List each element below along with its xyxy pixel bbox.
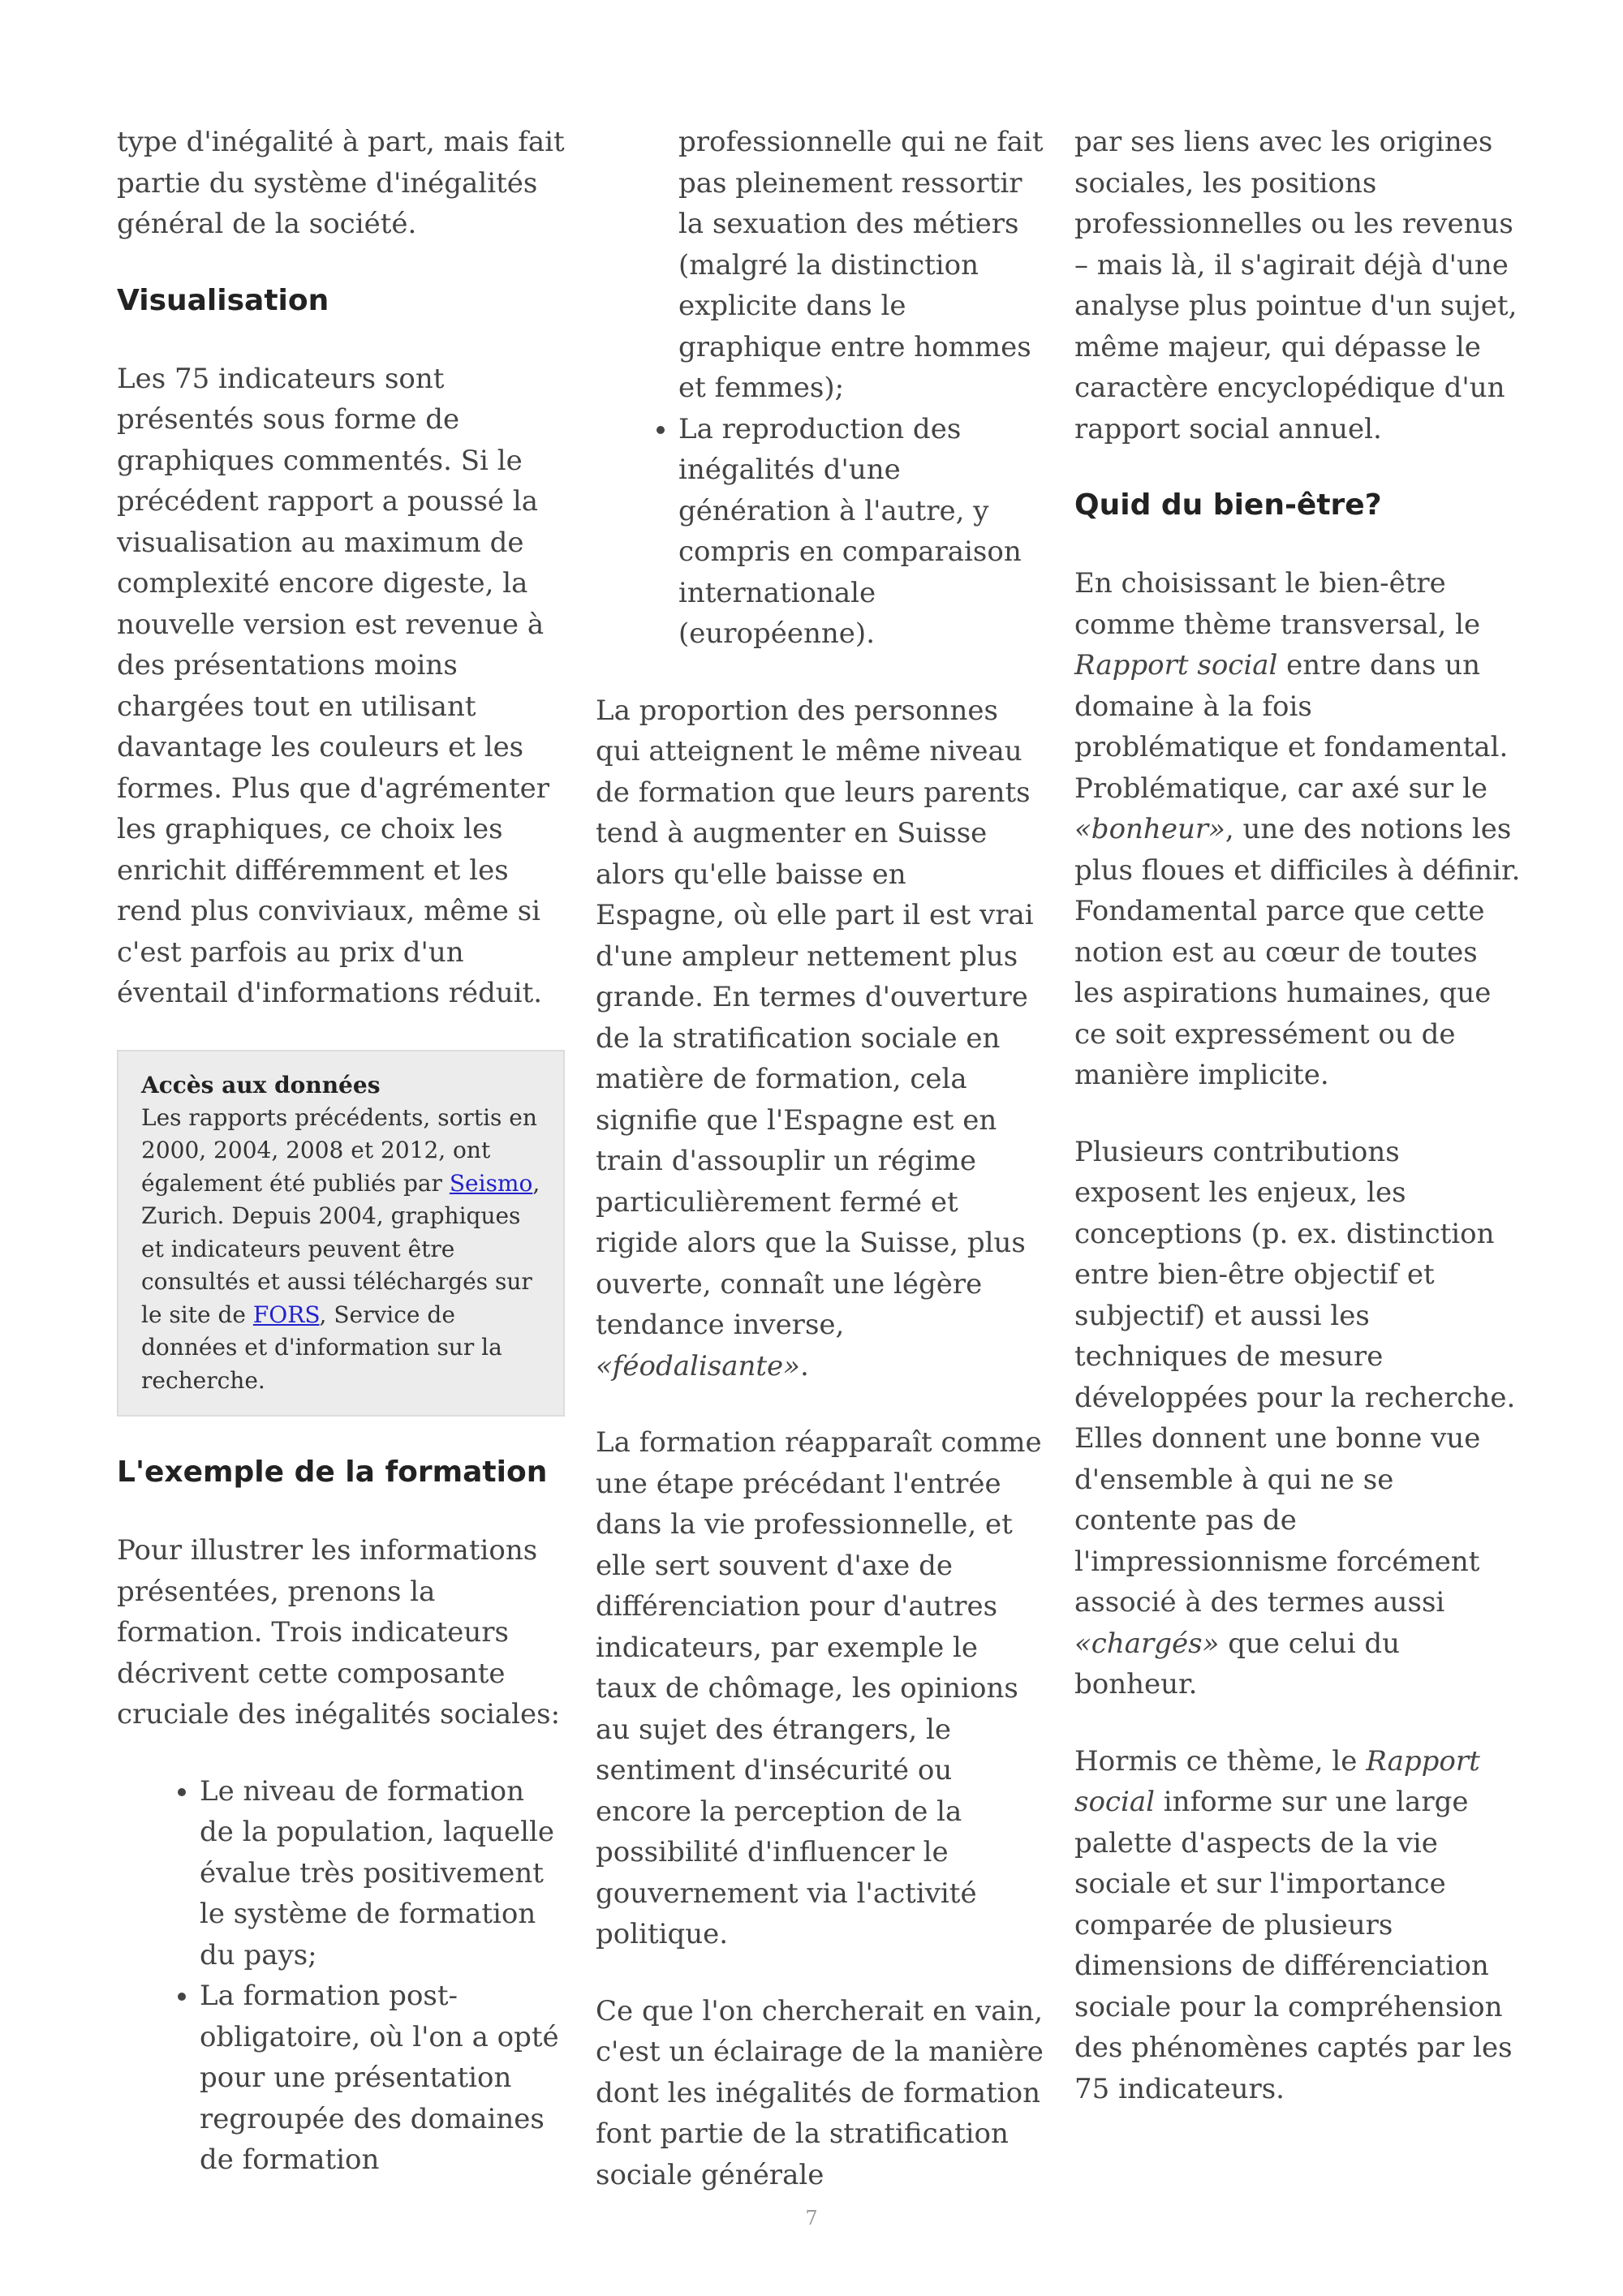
paragraph (1074, 563, 1522, 1096)
paragraph: par ses liens avec les origines sociales, les positions professionnelles ou les revenus – mais là, il s'agirait déjà d'une analyse plus pointue d'un sujet, même majeur, qui dépasse le caractère encyclopédique d'un rapport social annuel. (1074, 126, 1518, 445)
bullet-list-continued (596, 122, 1044, 409)
box-text-part: , Zurich. Depuis 2004, graphiques et indicateurs peuvent être consultés et aussi téléchargés sur le site de (141, 1169, 540, 1328)
emphasis: «chargés» (1074, 1627, 1220, 1660)
paragraph: Ce que l'on chercherait en vain, c'est un éclairage de la manière dont les inégalités de formation font partie de la stratification sociale générale (596, 1994, 1044, 2191)
emphasis: «bonheur» (1074, 813, 1225, 845)
paragraph (1074, 1132, 1522, 1705)
box-text-part: Les rapports précédents, sortis en 2000, 2004, 2008 et 2012, ont également été publiés par (141, 1103, 537, 1197)
list-item: • La formation post-obligatoire, où l'on a opté pour une présentation regroupée des domaines de formation (200, 1976, 565, 2181)
box-text-part: , Service de données et d'information sur la recherche. (141, 1301, 502, 1394)
fors-link[interactable]: FORS (252, 1301, 320, 1328)
column-1 (117, 122, 565, 2216)
bullet-list (596, 409, 1044, 655)
list-item-continued: professionnelle qui ne fait pas pleinement ressortir la sexuation des métiers (malgré la distinction explicite dans le graphique entre hommes et femmes); (678, 126, 1044, 404)
section-heading-bien-etre: Quid du bien-être? (1074, 488, 1382, 522)
paragraph (596, 690, 1044, 1387)
text-span: informe sur une large palette d'aspects de la vie sociale et sur l'importance comparée de plusieurs dimensions de différenciation sociale pour la compréhension des phénomènes captés par les 75 indicateurs. (1074, 1786, 1513, 2105)
list-item: • La reproduction des inégalités d'une génération à l'autre, y compris en comparaison internationale (européenne). (678, 409, 1044, 655)
column-2 (596, 122, 1044, 2231)
box-title: Accès aux données (141, 1071, 381, 1099)
text-span: entre dans un domaine à la fois problématique et fondamental. Problématique, car axé sur le (1074, 649, 1509, 805)
page-number: 7 (805, 2207, 818, 2229)
column-3 (1074, 122, 1522, 2145)
bullet-list (117, 1771, 565, 2181)
section-heading-visualisation: Visualisation (117, 283, 329, 317)
text-span: que celui du bonheur. (1074, 1627, 1401, 1701)
text-span: Hormis ce thème, le (1074, 1744, 1367, 1778)
paragraph: Pour illustrer les informations présentées, prenons la formation. Trois indicateurs décrivent cette composante cruciale des inégalités sociales: (117, 1534, 561, 1731)
text-span: En choisissant le bien-être comme thème transversal, le (1074, 567, 1481, 641)
text-span: La proportion des personnes qui atteignent le même niveau de formation que leurs parents tend à augmenter en Suisse alors qu'elle baisse en Espagne, où elle part il est vrai d'une ampleur nettement plus grande. En termes d'ouverture de la stratification sociale en matière de formation, cela signifie que l'Espagne est en train d'assouplir un régime particulièrement fermé et rigide alors que la Suisse, plus ouverte, connaît une légère tendance inverse, (596, 694, 1034, 1341)
seismo-link[interactable]: Seismo (449, 1169, 533, 1197)
paragraph: type d'inégalité à part, mais fait partie du système d'inégalités général de la société. (117, 126, 565, 240)
list-item: • Le niveau de formation de la population, laquelle évalue très positivement le système de formation du pays; (200, 1771, 565, 1976)
emphasis: Rapport social (1074, 1744, 1480, 1818)
text-span: Plusieurs contributions exposent les enjeux, les conceptions (p. ex. distinction entre bien-être objectif et subjectif) et aussi les techniques de mesure développées pour la recherche. Elles donnent une bonne vue d'ensemble à qui ne se contente pas de l'impressionnisme forcément associé à des termes aussi (1074, 1135, 1516, 1619)
box-text (141, 1102, 545, 1398)
emphasis: Rapport social (1074, 649, 1278, 681)
data-access-box (117, 1050, 565, 1417)
paragraph: La formation réapparaît comme une étape précédant l'entrée dans la vie professionnelle, et elle sert souvent d'axe de différenciation pour d'autres indicateurs, par exemple le taux de chômage, les opinions au sujet des étrangers, le sentiment d'insécurité ou encore la perception de la possibilité d'influencer le gouvernement via l'activité politique. (596, 1426, 1042, 1950)
paragraph: Les 75 indicateurs sont présentés sous forme de graphiques commentés. Si le précédent rapport a poussé la visualisation au maximum de complexité encore digeste, la nouvelle version est revenue à des présentations moins chargées tout en utilisant davantage les couleurs et les formes. Plus que d'agrémenter les graphiques, ce choix les enrichit différemment et les rend plus conviviaux, même si c'est parfois au prix d'un éventail d'informations réduit. (117, 362, 550, 1009)
text-span: . (799, 1349, 809, 1382)
text-span: , une des notions les plus floues et difficiles à définir. Fondamental parce que cette notion est au cœur de toutes les aspirations humaines, que ce soit expressément ou de manière implicite. (1074, 813, 1521, 1091)
paragraph (1074, 1741, 1522, 2110)
section-heading-formation: L'exemple de la formation (117, 1455, 548, 1489)
emphasis: «féodalisante» (596, 1349, 800, 1382)
